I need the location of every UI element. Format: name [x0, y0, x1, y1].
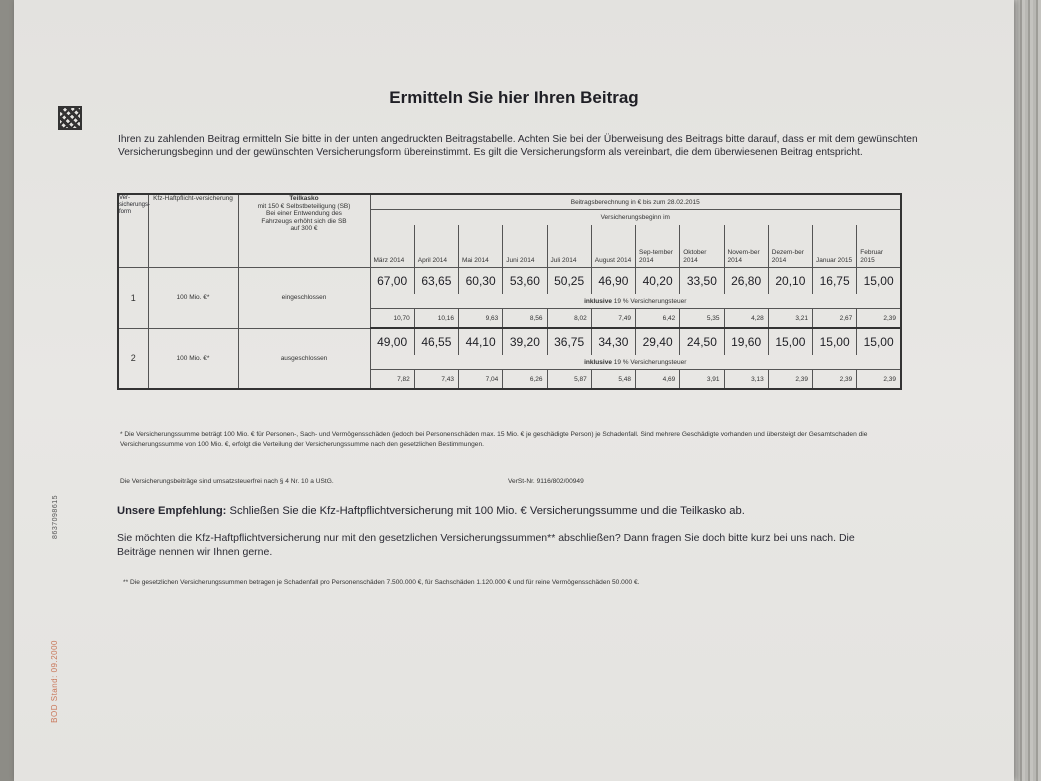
tax-value: 4,28	[724, 309, 768, 329]
side-stamp: BOD Stand: 09.2000	[50, 640, 59, 723]
tax-value: 2,39	[857, 309, 901, 329]
premium-value: 20,10	[768, 268, 812, 295]
premium-value: 53,60	[503, 268, 547, 295]
tax-value: 2,39	[857, 370, 901, 390]
row-form-number: 1	[118, 268, 148, 329]
col-header-form: Ver-sicherungs-form	[118, 194, 148, 268]
tax-value: 8,56	[503, 309, 547, 329]
tax-note	[370, 355, 901, 370]
document-page	[14, 0, 1014, 781]
premium-value: 15,00	[857, 268, 901, 295]
qr-code-icon	[58, 106, 82, 130]
month-header: Januar 2015	[813, 225, 857, 268]
premium-value: 33,50	[680, 268, 724, 295]
recommendation	[117, 505, 745, 517]
tax-value: 9,63	[459, 309, 503, 329]
premium-value: 34,30	[591, 328, 635, 355]
premium-value: 40,20	[636, 268, 680, 295]
col-header-teilkasko	[238, 194, 370, 268]
col-header-kfz: Kfz-Haftpflicht-versicherung	[148, 194, 238, 268]
premium-value: 26,80	[724, 268, 768, 295]
tax-value: 5,87	[547, 370, 591, 390]
month-header: Novem-ber 2014	[724, 225, 768, 268]
month-header: Juli 2014	[547, 225, 591, 268]
premium-table	[117, 193, 902, 390]
row-teilkasko-status: eingeschlossen	[238, 268, 370, 329]
tax-value: 7,04	[459, 370, 503, 390]
side-barcode-number: 8637098615	[52, 495, 59, 539]
tax-value: 7,43	[414, 370, 458, 390]
tax-note-text: 19 % Versicherungsteuer	[613, 297, 687, 305]
tax-note-bold: inklusive	[584, 297, 612, 305]
page-title: Ermitteln Sie hier Ihren Beitrag	[389, 88, 639, 107]
footnote-statutory-sums: ** Die gesetzlichen Versicherungssummen betragen je Schadenfall pro Personenschäden 7.500.000 €, für Sachschäden 1.120.000 € und für reine Vermögensschäden 50.000 €.	[123, 579, 640, 586]
premium-value: 19,60	[724, 328, 768, 355]
premium-value: 36,75	[547, 328, 591, 355]
row-kfz-sum: 100 Mio. €*	[148, 268, 238, 329]
tax-value: 7,82	[370, 370, 414, 390]
premium-value: 46,90	[591, 268, 635, 295]
recommendation-text: Schließen Sie die Kfz-Haftpflichtversicherung mit 100 Mio. € Versicherungssumme und die Teilkasko ab.	[226, 505, 745, 517]
tax-note	[370, 294, 901, 309]
month-header: Juni 2014	[503, 225, 547, 268]
premium-value: 49,00	[370, 328, 414, 355]
tax-value: 3,21	[768, 309, 812, 329]
row-kfz-sum: 100 Mio. €*	[148, 328, 238, 389]
tax-value: 5,48	[591, 370, 635, 390]
premium-value: 60,30	[459, 268, 503, 295]
premium-value: 15,00	[857, 328, 901, 355]
row-form-number: 2	[118, 328, 148, 389]
teilkasko-title: Teilkasko	[289, 195, 319, 202]
premium-value: 46,55	[414, 328, 458, 355]
tax-value: 2,67	[813, 309, 857, 329]
tax-value: 5,35	[680, 309, 724, 329]
group-header: Beitragsberechnung in € bis zum 28.02.2015	[370, 194, 901, 210]
premium-value: 39,20	[503, 328, 547, 355]
month-header: Mai 2014	[459, 225, 503, 268]
tax-value: 6,42	[636, 309, 680, 329]
recommendation-label: Unsere Empfehlung:	[117, 505, 227, 517]
tax-value: 8,02	[547, 309, 591, 329]
month-header: Oktober 2014	[680, 225, 724, 268]
statutory-paragraph: Sie möchten die Kfz-Haftpflichtversicherung nur mit den gesetzlichen Versicherungssummen** abschließen? Dann fragen Sie doch bitte kurz bei uns nach. Die Beiträge nennen wir Ihnen gerne.	[117, 532, 855, 558]
premium-value: 44,10	[459, 328, 503, 355]
tax-value: 10,70	[370, 309, 414, 329]
tax-value: 3,91	[680, 370, 724, 390]
tax-value: 2,39	[768, 370, 812, 390]
month-header: März 2014	[370, 225, 414, 268]
premium-value: 24,50	[680, 328, 724, 355]
month-header: August 2014	[591, 225, 635, 268]
tax-value: 7,49	[591, 309, 635, 329]
tax-value: 6,26	[503, 370, 547, 390]
tax-note-bold: inklusive	[584, 358, 612, 366]
intro-paragraph: Ihren zu zahlenden Beitrag ermitteln Sie bitte in der unten angedruckten Beitragstabelle. Achten Sie bei der Überweisung des Beitrags bitte darauf, dass er mit dem gewünschten Versicherungsbeginn und der gewünschten Versicherungsform übereinstimmt. Es gilt die Versicherungsform als vereinbart, die dem überwiesenen Beitrag entspricht.	[118, 134, 918, 158]
tax-value: 4,69	[636, 370, 680, 390]
month-header: April 2014	[414, 225, 458, 268]
premium-value: 29,40	[636, 328, 680, 355]
row-teilkasko-status: ausgeschlossen	[238, 328, 370, 389]
versst-number: VerSt-Nr. 9116/802/00949	[508, 478, 584, 485]
footnote-tax-exempt: Die Versicherungsbeiträge sind umsatzsteuerfrei nach § 4 Nr. 10 a UStG.	[120, 478, 334, 485]
tax-value: 10,16	[414, 309, 458, 329]
tax-value: 2,39	[813, 370, 857, 390]
premium-value: 15,00	[768, 328, 812, 355]
month-header: Sep-tember 2014	[636, 225, 680, 268]
month-header: Dezem-ber 2014	[768, 225, 812, 268]
footnote-sum-insured: * Die Versicherungssumme beträgt 100 Mio. € für Personen-, Sach- und Vermögensschäden (jedoch bei Personenschäden max. 15 Mio. € je geschädigte Person) je Schadenfall. Sind mehrere Geschädigte vorhanden und übersteigt der Gesamtschaden die Versicherungssumme von 100 Mio. €, erfolgt die Verteilung der Versicherungssumme nach den gesetzlichen Bestimmungen.	[120, 431, 868, 448]
premium-value: 16,75	[813, 268, 857, 295]
month-header: Februar 2015	[857, 225, 901, 268]
premium-value: 63,65	[414, 268, 458, 295]
tax-note-text: 19 % Versicherungsteuer	[613, 358, 687, 366]
premium-value: 67,00	[370, 268, 414, 295]
premium-value: 50,25	[547, 268, 591, 295]
tax-value: 3,13	[724, 370, 768, 390]
teilkasko-subtitle: mit 150 € Selbstbeteiligung (SB) Bei einer Entwendung des Fahrzeugs erhöht sich die SB auf 300 €	[257, 202, 351, 232]
sub-header: Versicherungsbeginn im	[370, 210, 901, 226]
premium-value: 15,00	[813, 328, 857, 355]
